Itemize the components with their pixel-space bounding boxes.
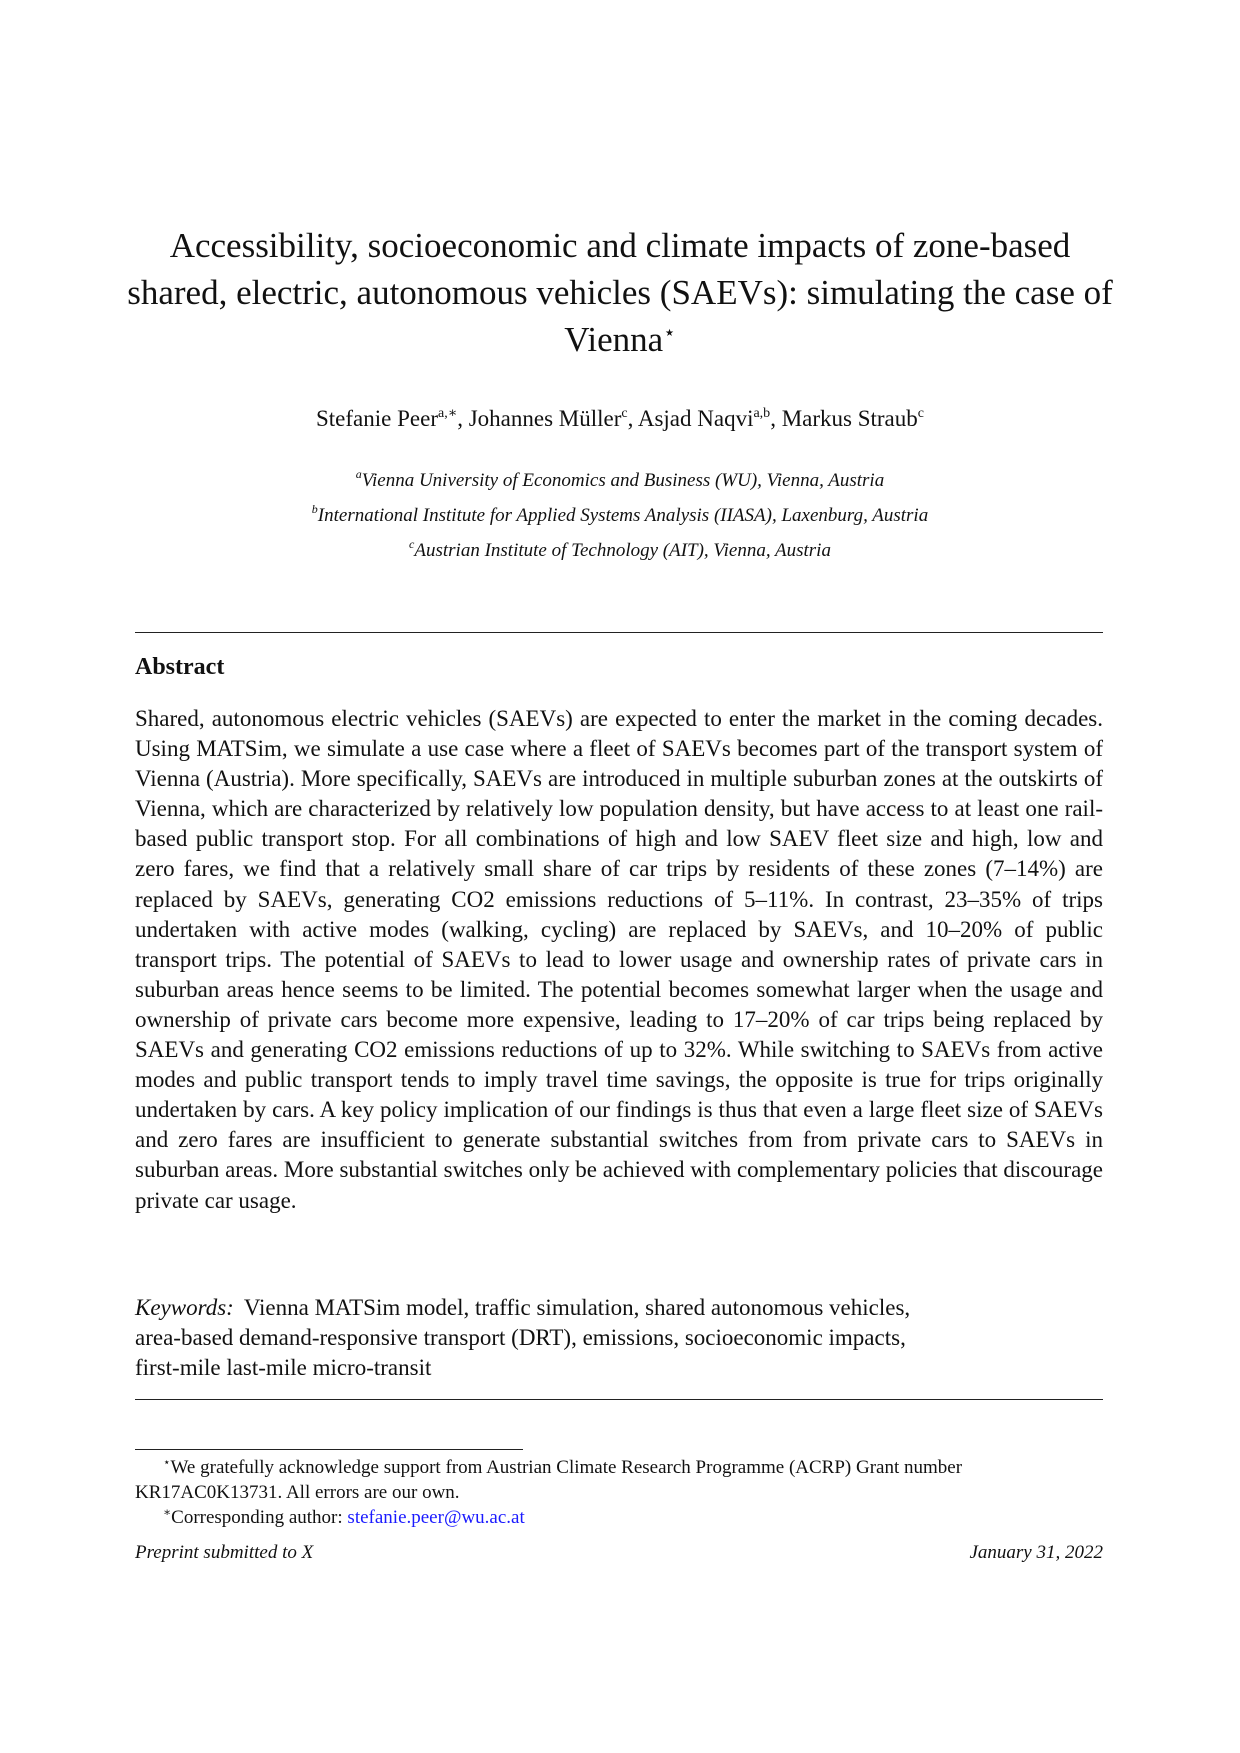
- abstract-top-rule: [135, 632, 1103, 633]
- footnote-mark: ⋆: [163, 1455, 171, 1469]
- title-text: Accessibility, socioeconomic and climate impacts of zone-based shared, electric, autonomous vehicles (SAEVs): simulating the case of Vienna: [127, 226, 1113, 359]
- author-affiliation-mark: c: [917, 406, 924, 421]
- abstract-text: Shared, autonomous electric vehicles (SAEVs) are expected to enter the market in the coming decades. Using MATSim, we simulate a use case where a fleet of SAEVs becomes part of the transport system of Vienna (Austria). More specifically, SAEVs are introduced in multiple suburban zones at the outskirts of Vienna, which are characterized by relatively low population density, but have access to at least one rail-based public transport stop. For all combinations of high and low SAEV fleet size and high, low and zero fares, we find that a relatively small share of car trips by residents of these zones (7–14%) are replaced by SAEVs, generating CO2 emissions reductions of 5–11%. In contrast, 23–35% of trips undertaken with active modes (walking, cycling) are replaced by SAEVs, and 10–20% of public transport trips. The potential of SAEVs to lead to lower usage and ownership rates of private cars in suburban areas hence seems to be limited. The potential becomes somewhat larger when the usage and ownership of private cars become more expensive, leading to 17–20% of car trips being replaced by SAEVs and generating CO2 emissions reductions of up to 32%. While switching to SAEVs from active modes and public transport tends to imply travel time savings, the opposite is true for trips originally undertaken by cars. A key policy implication of our findings is thus that even a large fleet size of SAEVs and zero fares are insufficient to generate substantial switches from from private cars to SAEVs in suburban areas. More substantial switches only be achieved with complementary policies that discourage private car usage.: [135, 706, 1103, 1213]
- keywords-text: Vienna MATSim model, traffic simulation, shared autonomous vehicles,: [243, 1295, 911, 1320]
- title-footnote-mark: ⋆: [663, 322, 676, 344]
- author-list: Stefanie Peer$^{a,∗}$, Johannes Müller$^c$, Asjad Naqvi$^{a,b}$, Markus Straub$^c$: [316, 406, 924, 431]
- author-affiliation-mark: a,b: [753, 406, 771, 421]
- paper-title: [120, 222, 1120, 363]
- abstract-heading: Abstract: [135, 654, 225, 680]
- email-link[interactable]: stefanie.peer@wu.ac.at: [347, 1507, 525, 1528]
- affiliation-list: [120, 463, 1120, 568]
- author-name: Johannes Müller: [468, 406, 622, 431]
- author-name: Markus Straub: [781, 406, 918, 431]
- author-name: Asjad Naqvi: [637, 406, 754, 431]
- affiliation: [120, 463, 1120, 498]
- corresponding-footnote: [135, 1505, 1103, 1530]
- author-affiliation-mark: c: [621, 406, 628, 421]
- keywords: [135, 1293, 1103, 1383]
- footnote-rule: [135, 1449, 523, 1450]
- affiliation-text: Austrian Institute of Technology (AIT), Vienna, Austria: [414, 540, 831, 561]
- author-name: Stefanie Peer: [316, 406, 438, 431]
- affiliation-text: Vienna University of Economics and Business (WU), Vienna, Austria: [361, 470, 885, 491]
- affiliation-text: International Institute for Applied Systems Analysis (IIASA), Laxenburg, Austria: [317, 505, 929, 526]
- affiliation: [120, 498, 1120, 533]
- affiliation-mark: b: [311, 502, 318, 516]
- author-affiliation-mark: a,∗: [437, 406, 458, 421]
- footnotes: [135, 1455, 1103, 1530]
- funding-text: We gratefully acknowledge support from Austrian Climate Research Programme (ACRP) Grant number KR17AC0K13731. All errors are our own.: [135, 1457, 963, 1503]
- corresponding-label: Corresponding author:: [171, 1507, 348, 1528]
- affiliation-mark: a: [355, 467, 362, 481]
- preprint-note: Preprint submitted to X: [135, 1542, 314, 1563]
- affiliation-mark: c: [409, 537, 415, 551]
- keywords-line: first-mile last-mile micro-transit: [135, 1355, 432, 1380]
- affiliation: [120, 533, 1120, 568]
- abstract-bottom-rule: [135, 1399, 1103, 1400]
- keywords-line: area-based demand-responsive transport (DRT), emissions, socioeconomic impacts,: [135, 1325, 906, 1350]
- preprint-date: January 31, 2022: [969, 1542, 1103, 1563]
- keywords-label: Keywords:: [135, 1295, 234, 1320]
- keywords-line: [135, 1293, 1103, 1323]
- footnote-mark: ∗: [163, 1505, 172, 1519]
- funding-footnote: [135, 1455, 1103, 1505]
